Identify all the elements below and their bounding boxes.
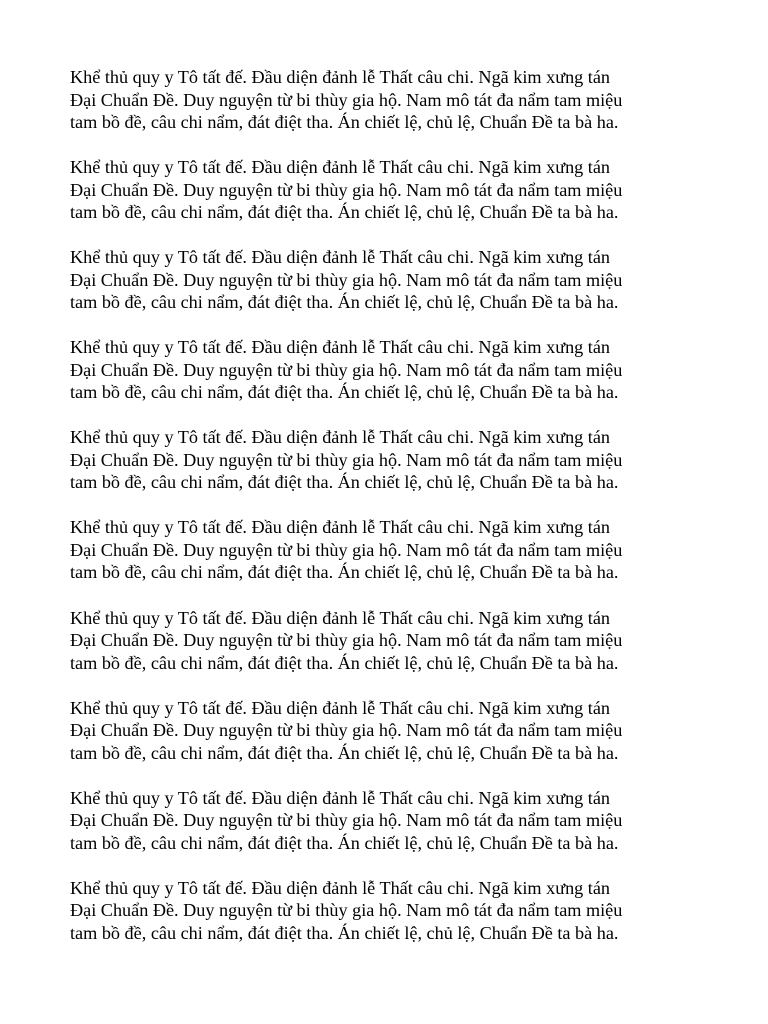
text-line: Đại Chuẩn Đề. Duy nguyện từ bi thùy gia hộ. Nam mô tát đa nẩm tam miệu [70,179,623,200]
paragraph [70,246,720,314]
paragraph [70,787,720,855]
paragraph [70,426,720,494]
text-line: Khể thủ quy y Tô tất đế. Đầu diện đảnh lễ Thất câu chi. Ngã kim xưng tán [70,787,611,808]
text-line: Khể thủ quy y Tô tất đế. Đầu diện đảnh lễ Thất câu chi. Ngã kim xưng tán [70,247,611,268]
paragraph [70,516,720,584]
text-line: Đại Chuẩn Đề. Duy nguyện từ bi thùy gia hộ. Nam mô tát đa nẩm tam miệu [70,539,623,560]
text-line: Khể thủ quy y Tô tất đế. Đầu diện đảnh lễ Thất câu chi. Ngã kim xưng tán [70,517,611,538]
text-line: Đại Chuẩn Đề. Duy nguyện từ bi thùy gia hộ. Nam mô tát đa nẩm tam miệu [70,630,623,651]
text-line: Đại Chuẩn Đề. Duy nguyện từ bi thùy gia hộ. Nam mô tát đa nẩm tam miệu [70,359,623,380]
text-line: tam bồ đề, câu chi nẩm, đát điệt tha. Án chiết lệ, chủ lệ, Chuẩn Đề ta bà ha. [70,832,619,853]
text-line: tam bồ đề, câu chi nẩm, đát điệt tha. Án chiết lệ, chủ lệ, Chuẩn Đề ta bà ha. [70,112,619,132]
text-line: tam bồ đề, câu chi nẩm, đát điệt tha. Án chiết lệ, chủ lệ, Chuẩn Đề ta bà ha. [70,472,619,493]
text-line: tam bồ đề, câu chi nẩm, đát điệt tha. Án chiết lệ, chủ lệ, Chuẩn Đề ta bà ha. [70,652,619,673]
text-line: Đại Chuẩn Đề. Duy nguyện từ bi thùy gia hộ. Nam mô tát đa nẩm tam miệu [70,720,623,741]
paragraph [70,607,720,675]
text-line: tam bồ đề, câu chi nẩm, đát điệt tha. Án chiết lệ, chủ lệ, Chuẩn Đề ta bà ha. [70,382,619,403]
text-line: Khể thủ quy y Tô tất đế. Đầu diện đảnh lễ Thất câu chi. Ngã kim xưng tán [70,427,611,448]
text-line: Khể thủ quy y Tô tất đế. Đầu diện đảnh lễ Thất câu chi. Ngã kim xưng tán [70,877,611,898]
text-line: Đại Chuẩn Đề. Duy nguyện từ bi thùy gia hộ. Nam mô tát đa nẩm tam miệu [70,449,623,470]
text-line: tam bồ đề, câu chi nẩm, đát điệt tha. Án chiết lệ, chủ lệ, Chuẩn Đề ta bà ha. [70,922,619,943]
text-line: Đại Chuẩn Đề. Duy nguyện từ bi thùy gia hộ. Nam mô tát đa nẩm tam miệu [70,89,623,110]
paragraph [70,66,720,134]
paragraph [70,697,720,765]
text-line: Đại Chuẩn Đề. Duy nguyện từ bi thùy gia hộ. Nam mô tát đa nẩm tam miệu [70,269,623,290]
text-line: tam bồ đề, câu chi nẩm, đát điệt tha. Án chiết lệ, chủ lệ, Chuẩn Đề ta bà ha. [70,742,619,763]
text-line: tam bồ đề, câu chi nẩm, đát điệt tha. Án chiết lệ, chủ lệ, Chuẩn Đề ta bà ha. [70,562,619,583]
text-line: Khể thủ quy y Tô tất đế. Đầu diện đảnh lễ Thất câu chi. Ngã kim xưng tán [70,697,611,718]
paragraph [70,156,720,224]
text-line: Khể thủ quy y Tô tất đế. Đầu diện đảnh lễ Thất câu chi. Ngã kim xưng tán [70,67,611,87]
text-line: Đại Chuẩn Đề. Duy nguyện từ bi thùy gia hộ. Nam mô tát đa nẩm tam miệu [70,810,623,831]
text-line: tam bồ đề, câu chi nẩm, đát điệt tha. Án chiết lệ, chủ lệ, Chuẩn Đề ta bà ha. [70,292,619,313]
text-line: Khể thủ quy y Tô tất đế. Đầu diện đảnh lễ Thất câu chi. Ngã kim xưng tán [70,337,611,358]
text-line: Khể thủ quy y Tô tất đế. Đầu diện đảnh lễ Thất câu chi. Ngã kim xưng tán [70,607,611,628]
document-body [70,66,720,967]
text-line: Khể thủ quy y Tô tất đế. Đầu diện đảnh lễ Thất câu chi. Ngã kim xưng tán [70,157,611,178]
paragraph [70,336,720,404]
text-line: tam bồ đề, câu chi nẩm, đát điệt tha. Án chiết lệ, chủ lệ, Chuẩn Đề ta bà ha. [70,202,619,223]
text-line: Đại Chuẩn Đề. Duy nguyện từ bi thùy gia hộ. Nam mô tát đa nẩm tam miệu [70,900,623,921]
paragraph [70,877,720,945]
